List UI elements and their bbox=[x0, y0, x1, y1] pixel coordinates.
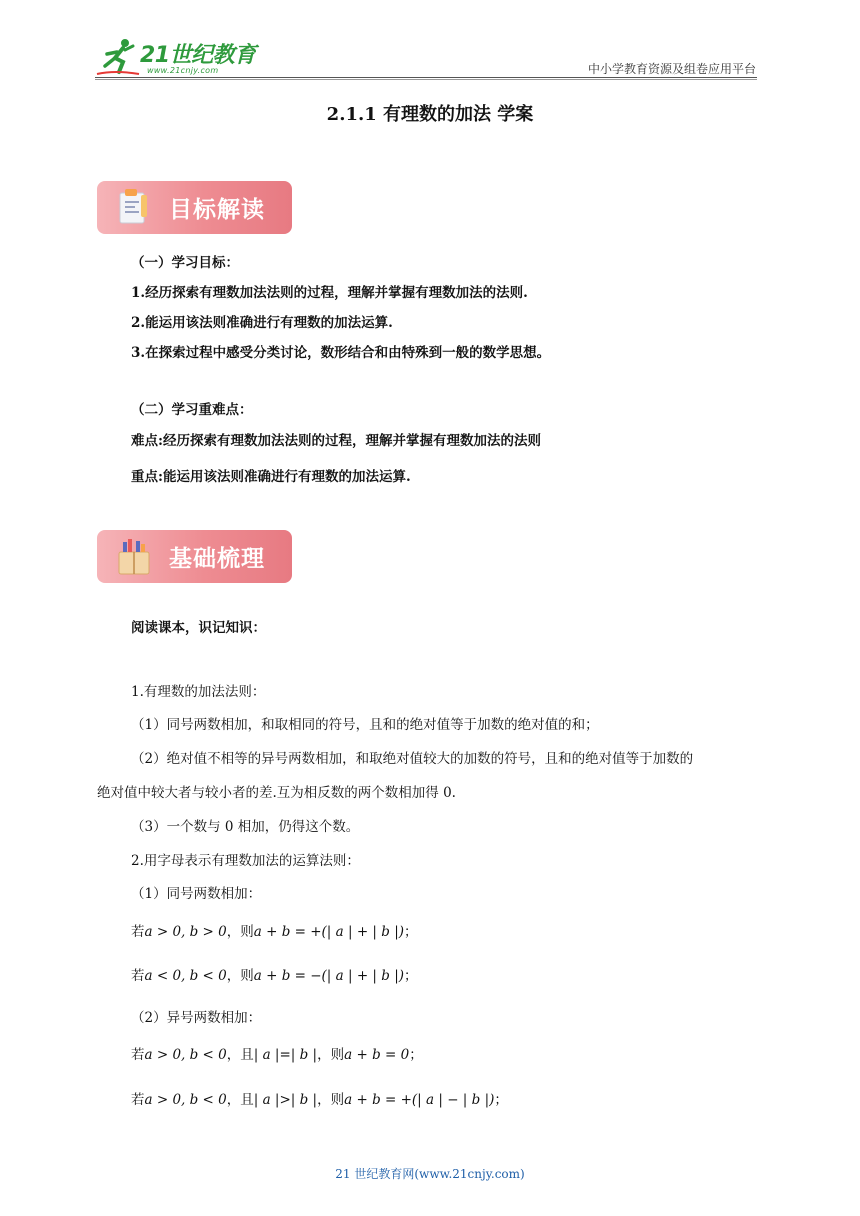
book-icon bbox=[117, 536, 151, 576]
formula-abs: | a |=| b | bbox=[253, 1047, 318, 1063]
section-banner-goals bbox=[97, 181, 292, 234]
formula-word: ，则 bbox=[317, 1092, 345, 1108]
formula-end: ； bbox=[494, 1092, 508, 1108]
formula-result: a + b = +(| a | − | b |) bbox=[344, 1092, 495, 1108]
document-icon bbox=[117, 187, 151, 227]
letters-heading: 2.用字母表示有理数加法的运算法则： bbox=[131, 853, 360, 869]
page-title: 2.1.1 有理数的加法 学案 bbox=[326, 104, 534, 125]
runner-icon bbox=[95, 36, 141, 78]
rule-3: （3）一个数与 0 相加，仍得这个数。 bbox=[131, 819, 360, 835]
rule-2-line-2: 绝对值中较大者与较小者的差.互为相反数的两个数相加得 0. bbox=[97, 785, 456, 801]
formula-word: 若 bbox=[131, 1092, 145, 1108]
formula-result: a + b = 0 bbox=[344, 1047, 410, 1063]
key-point-text: 重点:能运用该法则准确进行有理数的加法运算. bbox=[131, 469, 411, 485]
site-logo bbox=[95, 36, 265, 78]
section-banner-basics bbox=[97, 530, 292, 583]
formula-word: 若 bbox=[131, 1047, 145, 1063]
logo-text: 21世纪教育 bbox=[140, 43, 256, 68]
formula-word: ，则 bbox=[317, 1047, 345, 1063]
formula-end: ； bbox=[409, 1047, 423, 1063]
formula-same-sign-positive bbox=[131, 920, 418, 940]
formula-word: ，则 bbox=[226, 924, 254, 940]
goal-item: 2.能运用该法则准确进行有理数的加法运算. bbox=[131, 315, 393, 331]
logo-url: www.21cnjy.com bbox=[147, 66, 219, 75]
reading-intro: 阅读课本，识记知识： bbox=[131, 620, 266, 636]
formula-condition: a < 0, b < 0 bbox=[144, 968, 227, 984]
difficulty-text: 难点:经历探索有理数加法法则的过程，理解并掌握有理数加法的法则 bbox=[131, 433, 541, 449]
footer-link[interactable]: 21 世纪教育网(www.21cnjy.com) bbox=[335, 1167, 525, 1181]
formula-result: a + b = −(| a | + | b |) bbox=[253, 968, 405, 984]
header-divider-thin bbox=[95, 79, 757, 80]
rule-1: （1）同号两数相加，和取相同的符号，且和的绝对值等于加数的绝对值的和； bbox=[131, 717, 599, 733]
formula-word: 若 bbox=[131, 924, 145, 940]
formula-result: a + b = +(| a | + | b |) bbox=[253, 924, 405, 940]
banner-label: 基础梳理 bbox=[169, 546, 265, 572]
diff-sign-heading: （2）异号两数相加： bbox=[131, 1010, 262, 1026]
rule-2-line-1: （2）绝对值不相等的异号两数相加，和取绝对值较大的加数的符号，且和的绝对值等于加数的 bbox=[131, 751, 694, 767]
goal-item: 1.经历探索有理数加法法则的过程，理解并掌握有理数加法的法则. bbox=[131, 285, 528, 301]
formula-diff-sign-equal bbox=[131, 1043, 423, 1063]
formula-word: 若 bbox=[131, 968, 145, 984]
formula-condition: a > 0, b > 0 bbox=[144, 924, 227, 940]
formula-word: ，且 bbox=[226, 1047, 254, 1063]
key-heading: （二）学习重难点： bbox=[131, 402, 253, 418]
goal-item: 3.在探索过程中感受分类讨论，数形结合和由特殊到一般的数学思想。 bbox=[131, 345, 551, 361]
rule-heading: 1.有理数的加法法则： bbox=[131, 684, 266, 700]
platform-name: 中小学教育资源及组卷应用平台 bbox=[587, 62, 756, 76]
formula-end: ； bbox=[404, 924, 418, 940]
same-sign-heading: （1）同号两数相加： bbox=[131, 886, 262, 902]
goals-heading: （一）学习目标： bbox=[131, 255, 239, 271]
header-divider bbox=[95, 77, 757, 78]
formula-condition: a > 0, b < 0 bbox=[144, 1092, 227, 1108]
formula-same-sign-negative bbox=[131, 964, 418, 984]
formula-word: ，则 bbox=[226, 968, 254, 984]
formula-condition: a > 0, b < 0 bbox=[144, 1047, 227, 1063]
formula-diff-sign-greater bbox=[131, 1088, 508, 1108]
formula-abs: | a |>| b | bbox=[253, 1092, 318, 1108]
formula-word: ，且 bbox=[226, 1092, 254, 1108]
formula-end: ； bbox=[404, 968, 418, 984]
banner-label: 目标解读 bbox=[169, 197, 265, 223]
